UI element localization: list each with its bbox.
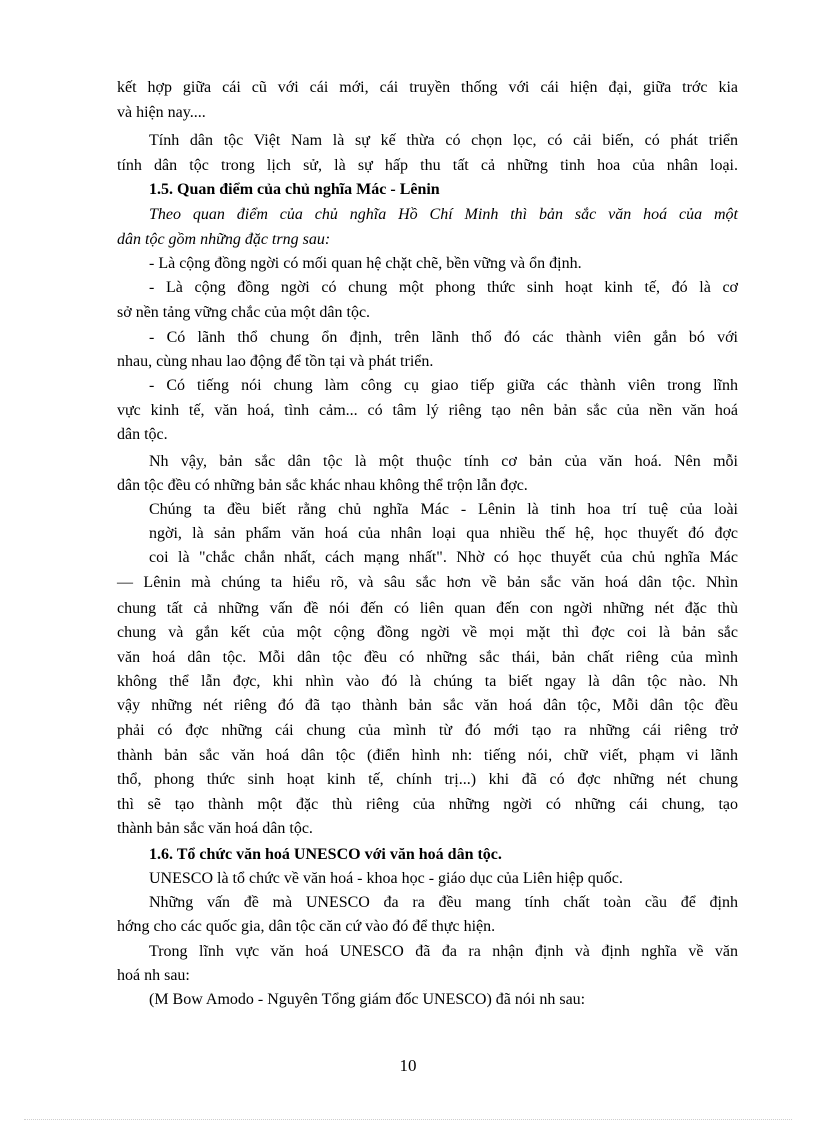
text-line: - Có tiếng nói chung làm công cụ giao tiếp giữa các thành viên trong lĩnh (149, 377, 738, 394)
text-line: chung tất cả những vấn đề nói đến có liên quan đến con ngời những nét đặc thù (117, 600, 738, 617)
text-line: - Là cộng đồng ngời có mối quan hệ chặt chẽ, bền vững và ổn định. (149, 255, 582, 272)
text-line: sở nền tảng vững chắc của một dân tộc. (117, 304, 371, 321)
text-line: nhau, cùng nhau lao động để tồn tại và phát triển. (117, 353, 434, 370)
text-line: thì sẽ tạo thành một đặc thù riêng của những ngời có những cái chung, tạo (117, 796, 738, 813)
text-line: tính dân tộc trong lịch sử, là sự hấp thu tất cả những tinh hoa của nhân loại. (117, 157, 738, 174)
text-line: - Có lãnh thổ chung ổn định, trên lãnh thổ đó các thành viên gắn bó với (149, 329, 738, 346)
text-line: chung và gắn kết của một cộng đồng ngời về mọi mặt thì đợc coi là bản sắc (117, 624, 738, 641)
text-line: (M Bow Amodo - Nguyên Tổng giám đốc UNESCO) đã nói nh sau: (149, 991, 586, 1008)
text-line: kết hợp giữa cái cũ với cái mới, cái truyền thống với cái hiện đại, giữa trớc kia (117, 79, 738, 96)
text-line: Chúng ta đều biết rằng chủ nghĩa Mác - Lênin là tinh hoa trí tuệ của loài (149, 501, 738, 518)
text-line: dân tộc gồm những đặc trng sau: (117, 231, 331, 248)
text-line: dân tộc đều có những bản sắc khác nhau không thể trộn lẫn đợc. (117, 477, 528, 494)
text-line: văn hoá dân tộc. Mỗi dân tộc đều có những sắc thái, bản chất riêng của mình (117, 649, 738, 666)
text-line: coi là "chắc chắn nhất, cách mạng nhất". Nhờ có học thuyết của chủ nghĩa Mác (149, 549, 738, 566)
text-line: hoá nh sau: (117, 967, 190, 984)
text-line: thành bản sắc văn hoá dân tộc. (117, 820, 313, 837)
page-bottom-divider (24, 1119, 792, 1120)
section-heading: 1.5. Quan điểm của chủ nghĩa Mác - Lênin (149, 181, 440, 198)
page-number: 10 (399, 1056, 417, 1075)
text-line: hớng cho các quốc gia, dân tộc căn cứ vào đó để thực hiện. (117, 918, 496, 935)
text-line: - Là cộng đồng ngời có chung một phong thức sinh hoạt kinh tế, đó là cơ (149, 279, 738, 296)
text-line: ngời, là sản phẩm văn hoá của nhân loại qua nhiều thế hệ, học thuyết đó đợc (149, 525, 738, 542)
text-line: Những vấn đề mà UNESCO đa ra đều mang tính chất toàn cầu để định (149, 894, 738, 911)
text-line: — Lênin mà chúng ta hiểu rõ, và sâu sắc hơn về bản sắc văn hoá dân tộc. Nhìn (117, 574, 738, 591)
text-line: không thể lẫn đợc, khi nhìn vào đó là chúng ta biết ngay là dân tộc nào. Nh (117, 673, 738, 690)
text-line: vậy những nét riêng đó đã tạo thành bản sắc văn hoá dân tộc, Mỗi dân tộc đều (117, 697, 738, 714)
text-line: Trong lĩnh vực văn hoá UNESCO đã đa ra nhận định và định nghĩa về văn (149, 943, 738, 960)
text-line: dân tộc. (117, 426, 168, 443)
text-line: Theo quan điểm của chủ nghĩa Hồ Chí Minh thì bản sắc văn hoá của một (149, 206, 738, 223)
text-line: thành bản sắc văn hoá dân tộc (điển hình nh: tiếng nói, chữ viết, phạm vi lãnh (117, 747, 738, 764)
text-line: Tính dân tộc Việt Nam là sự kế thừa có chọn lọc, có cải biến, có phát triển (149, 132, 738, 149)
text-line: Nh vậy, bản sắc dân tộc là một thuộc tính cơ bản của văn hoá. Nên mỗi (149, 453, 738, 470)
text-line: UNESCO là tổ chức về văn hoá - khoa học - giáo dục của Liên hiệp quốc. (149, 870, 623, 887)
text-line: và hiện nay.... (117, 104, 206, 121)
section-heading: 1.6. Tổ chức văn hoá UNESCO với văn hoá dân tộc. (149, 846, 502, 863)
text-line: thổ, phong thức sinh hoạt kinh tế, chính trị...) khi đã có đợc những nét chung (117, 771, 738, 788)
text-line: phải có đợc những cái chung của mình từ đó mới tạo ra những cái riêng trở (117, 722, 738, 739)
text-line: vực kinh tế, văn hoá, tình cảm... có tâm lý riêng tạo nên bản sắc của nền văn hoá (117, 402, 738, 419)
